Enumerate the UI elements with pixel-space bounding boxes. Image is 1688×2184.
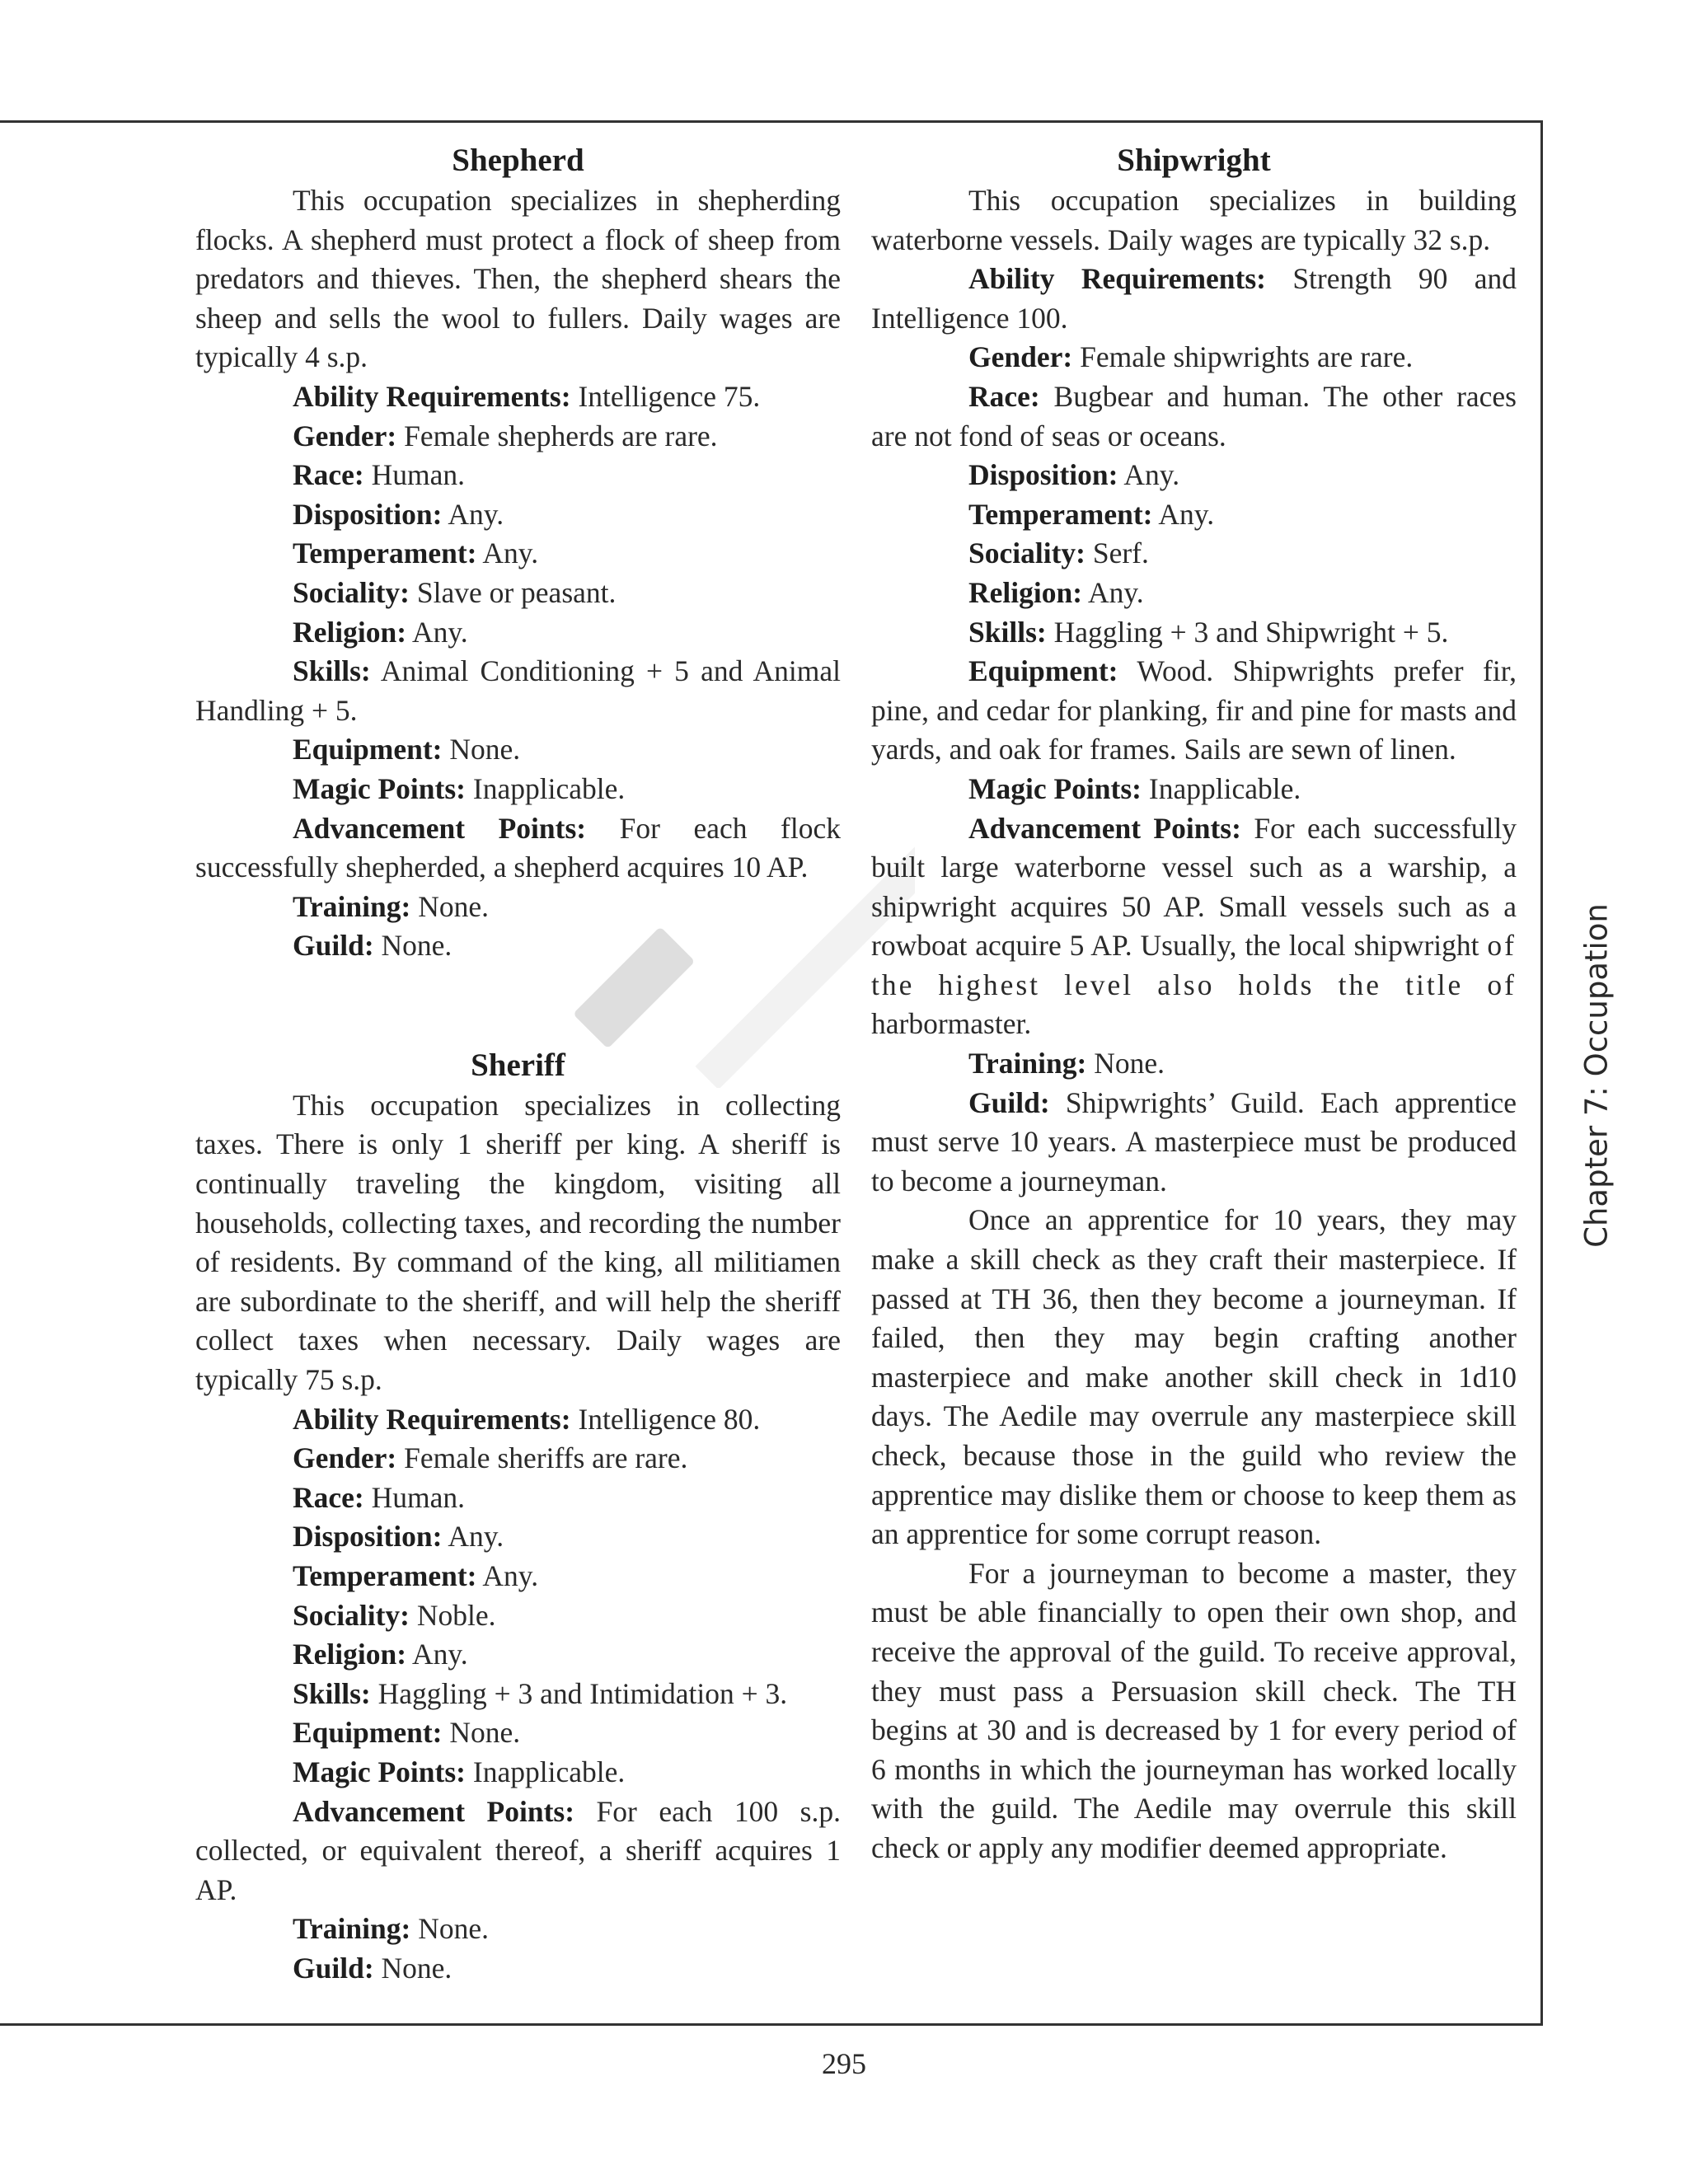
attr-value: None. — [410, 889, 489, 923]
chapter-tab — [1576, 886, 1617, 1265]
shipwright-intro: This occupation specializes in building waterborne vessels. Daily wages are typically 32 s.p. — [871, 184, 1517, 256]
attr-value: None. — [1086, 1047, 1165, 1080]
sheriff-temperament — [195, 1557, 841, 1596]
attr-label: Disposition: — [293, 497, 443, 531]
shipwright-religion — [871, 574, 1517, 613]
attr-value: Any. — [442, 1520, 504, 1554]
attr-label: Ability Requirements: — [293, 379, 571, 413]
shepherd-advancement — [195, 809, 841, 888]
attr-label: Ability Requirements: — [293, 1402, 571, 1436]
attr-value: Strength 90 and Intelligence 100. — [871, 262, 1517, 335]
attr-value: For each successfully built large waterborne vessel such as a warship, a shipwright acquires 50 AP. Small vessels such as a rowboat acquire 5 AP. Usually, the local shipwright — [871, 811, 1517, 963]
attr-label: Race: — [293, 1480, 364, 1514]
attr-value: Inapplicable. — [1142, 771, 1301, 805]
attr-label: Guild: — [293, 1951, 374, 1985]
shepherd-guild — [195, 926, 841, 966]
attr-value: Inapplicable. — [466, 771, 626, 805]
attr-value: None. — [373, 929, 452, 963]
shipwright-magic — [871, 770, 1517, 809]
attr-value: Intelligence 80. — [570, 1402, 761, 1436]
shipwright-master-paragraph: For a journeyman to become a master, they must be able financially to open their own shop, and receive the approval of the guild. To receive approval, they must pass a Persuasion skill check. The TH begins at 30 and is decreased by 1 for every period of 6 months in which the journeyman has worked locally with the guild. The Aedile may overrule this skill check or apply any modifier deemed appropriate. — [871, 1556, 1517, 1864]
attr-value: Slave or peasant. — [409, 575, 617, 609]
attr-label: Equipment: — [968, 654, 1118, 688]
attr-label: Religion: — [968, 575, 1083, 609]
shipwright-equipment — [871, 652, 1517, 770]
attr-value-end: harbormaster. — [871, 1007, 1032, 1041]
shepherd-training — [195, 888, 841, 927]
attr-value: Noble. — [409, 1598, 496, 1632]
attr-value: Any. — [1152, 497, 1215, 531]
shepherd-intro: This occupation specializes in shepherding flocks. A shepherd must protect a flock of sheep from predators and thieves. Then, the shepherd shears the sheep and sells the wool to fullers. Daily wages are typically 4 s.p. — [195, 184, 841, 374]
attr-value: Female shipwrights are rare. — [1072, 340, 1414, 374]
attr-label: Religion: — [293, 1638, 407, 1671]
attr-value: Shipwrights’ Guild. Each apprentice must serve 10 years. A masterpiece must be produced to become a journeyman. — [871, 1085, 1517, 1197]
shipwright-advancement — [871, 809, 1517, 1045]
shipwright-race — [871, 377, 1517, 456]
sheriff-religion — [195, 1635, 841, 1675]
attr-label: Gender: — [293, 419, 397, 452]
page-frame-bottom — [0, 2023, 1543, 2026]
attr-label: Temperament: — [293, 1559, 477, 1592]
attr-label: Advancement Points: — [293, 1794, 575, 1828]
attr-value: Haggling + 3 and Shipwright + 5. — [1046, 615, 1449, 649]
shipwright-disposition — [871, 456, 1517, 495]
attr-label: Guild: — [293, 929, 374, 963]
attr-label: Temperament: — [293, 537, 477, 570]
attr-value: None. — [373, 1951, 452, 1985]
attr-label: Training: — [293, 889, 411, 923]
attr-value: Haggling + 3 and Intimidation + 3. — [370, 1676, 788, 1710]
attr-value: For each flock successfully shepherded, a shepherd acquires 10 AP. — [195, 811, 841, 884]
attr-label: Ability Requirements: — [968, 262, 1266, 296]
sheriff-sociality — [195, 1596, 841, 1636]
attr-value: None. — [410, 1912, 489, 1946]
sheriff-magic — [195, 1753, 841, 1793]
attr-value: For each 100 s.p. collected, or equivalent thereof, a sheriff acquires 1 AP. — [195, 1794, 841, 1906]
right-column — [871, 140, 1517, 1868]
attr-value: Any. — [1118, 458, 1180, 492]
chapter-tab-label: Chapter 7: Occupation — [1578, 903, 1615, 1248]
attr-label: Training: — [968, 1047, 1087, 1080]
attr-label: Gender: — [968, 340, 1073, 374]
attr-value: Any. — [476, 537, 539, 570]
attr-value: Inapplicable. — [466, 1755, 626, 1788]
shepherd-religion — [195, 613, 841, 653]
attr-label: Skills: — [968, 615, 1047, 649]
attr-label: Disposition: — [293, 1520, 443, 1554]
attr-label: Sociality: — [293, 575, 410, 609]
attr-label: Guild: — [968, 1085, 1050, 1119]
shepherd-magic — [195, 770, 841, 809]
shipwright-guild — [871, 1084, 1517, 1202]
page-number: 295 — [822, 2047, 866, 2080]
sheriff-disposition — [195, 1517, 841, 1557]
attr-value: Human. — [363, 1480, 465, 1514]
attr-value: Wood. Shipwrights prefer fir, pine, and cedar for planking, fir and pine for masts and yards, and oak for frames. Sails are sewn of linen. — [871, 654, 1517, 766]
attr-label: Equipment: — [293, 733, 443, 766]
sheriff-advancement — [195, 1793, 841, 1910]
shepherd-sociality — [195, 574, 841, 613]
attr-label: Equipment: — [293, 1716, 443, 1750]
shepherd-disposition — [195, 495, 841, 535]
sheriff-training — [195, 1910, 841, 1949]
shipwright-apprentice-paragraph: Once an apprentice for 10 years, they may make a skill check as they craft their masterpiece. If passed at TH 36, then they become a journeyman. If failed, then they may begin crafting another masterpiece and make another skill check in 1d10 days. The Aedile may overrule any masterpiece skill check, because those in the guild who review the apprentice may dislike them or choose to keep them as an apprentice for some corrupt reason. — [871, 1203, 1517, 1551]
shepherd-ability — [195, 377, 841, 417]
shipwright-temperament — [871, 495, 1517, 535]
shepherd-race — [195, 456, 841, 495]
attr-value: Serf. — [1085, 537, 1149, 570]
shipwright-skills — [871, 613, 1517, 653]
shepherd-heading: Shepherd — [452, 143, 584, 178]
shipwright-gender — [871, 338, 1517, 377]
attr-value: None. — [442, 1716, 521, 1750]
attr-value: Female shepherds are rare. — [396, 419, 718, 452]
attr-label: Training: — [293, 1912, 411, 1946]
sheriff-gender — [195, 1439, 841, 1479]
attr-label: Magic Points: — [293, 1755, 467, 1788]
page-frame-top — [0, 120, 1543, 123]
attr-value: Any. — [406, 1638, 468, 1671]
sheriff-race — [195, 1479, 841, 1518]
attr-label: Magic Points: — [293, 771, 467, 805]
attr-label: Temperament: — [968, 497, 1153, 531]
section-spacer — [195, 966, 841, 1045]
attr-label: Disposition: — [968, 458, 1118, 492]
attr-value: None. — [442, 733, 521, 766]
attr-label: Race: — [968, 379, 1040, 413]
sheriff-guild — [195, 1949, 841, 1989]
attr-value: Human. — [363, 458, 465, 492]
attr-value: Bugbear and human. The other races are not fond of seas or oceans. — [871, 379, 1517, 452]
shepherd-skills — [195, 652, 841, 730]
attr-label: Race: — [293, 458, 364, 492]
shepherd-equipment — [195, 730, 841, 770]
attr-label: Advancement Points: — [968, 811, 1241, 845]
attr-value: Any. — [1082, 575, 1144, 609]
shipwright-ability — [871, 260, 1517, 338]
attr-label: Sociality: — [968, 537, 1085, 570]
shipwright-heading: Shipwright — [1117, 143, 1271, 178]
shipwright-sociality — [871, 534, 1517, 574]
sheriff-skills — [195, 1675, 841, 1714]
shepherd-temperament — [195, 534, 841, 574]
attr-label: Magic Points: — [968, 771, 1142, 805]
sheriff-equipment — [195, 1713, 841, 1753]
attr-label: Sociality: — [293, 1598, 410, 1632]
sheriff-ability — [195, 1400, 841, 1440]
shepherd-gender — [195, 417, 841, 457]
attr-label: Religion: — [293, 615, 407, 649]
attr-label: Skills: — [293, 654, 371, 688]
attr-value: Any. — [442, 497, 504, 531]
sheriff-intro: This occupation specializes in collecting taxes. There is only 1 sheriff per king. A sheriff is continually traveling the kingdom, visiting all households, collecting taxes, and recording the number of residents. By command of the king, all militiamen are subordinate to the sheriff, and will help the sheriff collect taxes when necessary. Daily wages are typically 75 s.p. — [195, 1088, 841, 1397]
attr-value: Any. — [406, 615, 468, 649]
attr-value-spaced: of the highest level also holds the title of — [871, 929, 1517, 1001]
attr-value: Any. — [476, 1559, 539, 1592]
attr-value: Animal Conditioning + 5 and Animal Handling + 5. — [195, 654, 841, 727]
attr-label: Skills: — [293, 1676, 371, 1710]
page-frame-right — [1540, 120, 1543, 2026]
attr-label: Advancement Points: — [293, 811, 587, 845]
attr-value: Intelligence 75. — [570, 379, 761, 413]
shipwright-training — [871, 1044, 1517, 1084]
attr-value: Female sheriffs are rare. — [396, 1441, 688, 1475]
left-column — [195, 140, 841, 1989]
sheriff-heading: Sheriff — [471, 1047, 565, 1083]
attr-label: Gender: — [293, 1441, 397, 1475]
